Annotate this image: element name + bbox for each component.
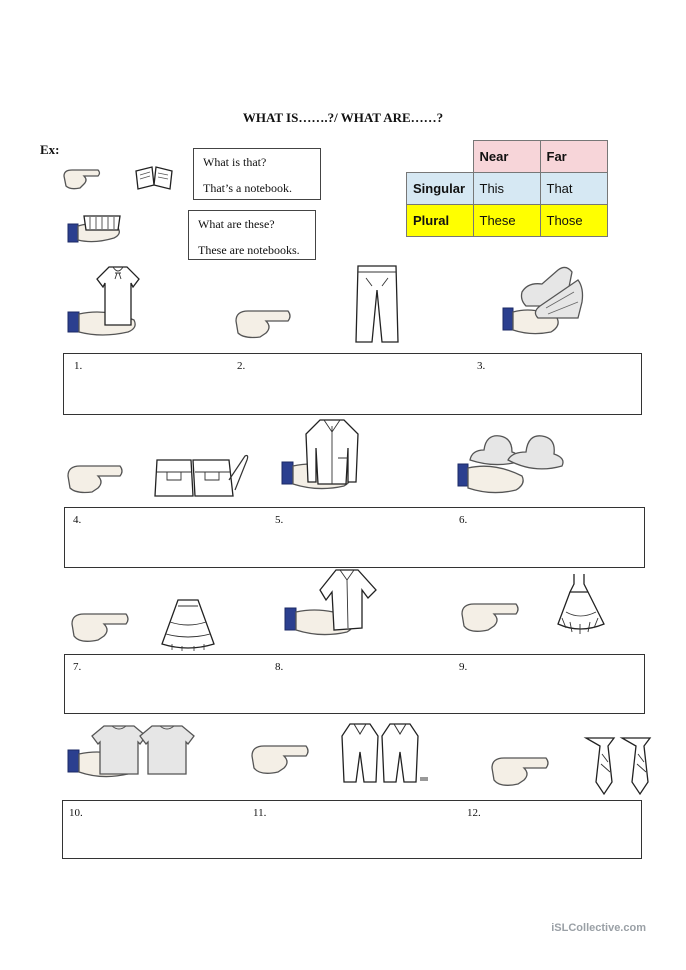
answer-number: 8. — [275, 661, 284, 673]
answer-box-1-3[interactable] — [63, 353, 642, 415]
answer-number: 5. — [275, 514, 284, 526]
example-answer: That’s a notebook. — [203, 181, 292, 195]
cell-these: These — [473, 205, 540, 237]
header-far: Far — [540, 141, 607, 173]
pointing-hand-icon — [250, 740, 312, 780]
ties-icon — [584, 734, 660, 798]
this-that-table — [406, 140, 608, 237]
example-answer: These are notebooks. — [198, 243, 300, 257]
table-corner — [407, 141, 474, 173]
answer-number: 1. — [74, 360, 83, 372]
example-box-singular — [193, 148, 321, 200]
pointing-hand-icon — [460, 598, 522, 638]
pointing-hand-icon — [234, 305, 294, 341]
blouse-icon — [95, 265, 141, 329]
bags-icon — [153, 450, 253, 500]
answer-number: 3. — [477, 360, 486, 372]
answer-box-7-9[interactable] — [64, 654, 645, 714]
pointing-hand-icon — [66, 460, 126, 498]
open-hand-with-notebooks-icon — [68, 212, 128, 248]
jacket-icon — [304, 418, 360, 488]
answer-box-4-6[interactable] — [64, 507, 645, 568]
header-near: Near — [473, 141, 540, 173]
cell-those: Those — [540, 205, 607, 237]
shirt-icon — [318, 568, 378, 636]
answer-number: 4. — [73, 514, 82, 526]
answer-number: 12. — [467, 807, 481, 819]
example-label: Ex: — [40, 142, 60, 157]
answer-number: 7. — [73, 661, 82, 673]
example-question: What is that? — [203, 155, 267, 169]
row-label-plural: Plural — [407, 205, 474, 237]
dress-icon — [556, 572, 606, 642]
shoes-icon — [518, 262, 586, 324]
trousers-icon — [354, 264, 400, 346]
pointing-hand-icon — [62, 166, 102, 192]
watermark-footer: iSLCollective.com — [551, 922, 646, 934]
notebook-icon — [134, 165, 174, 191]
example-box-plural — [188, 210, 316, 260]
row-label-singular: Singular — [407, 173, 474, 205]
example-question: What are these? — [198, 217, 275, 231]
suits-icon — [340, 722, 430, 786]
pointing-hand-icon — [70, 608, 132, 648]
pointing-hand-icon — [490, 752, 552, 792]
cell-this: This — [473, 173, 540, 205]
answer-number: 10. — [69, 807, 83, 819]
answer-number: 11. — [253, 807, 267, 819]
answer-box-10-12[interactable] — [62, 800, 642, 859]
cell-that: That — [540, 173, 607, 205]
worksheet-title: WHAT IS…….?/ WHAT ARE……? — [242, 110, 444, 125]
answer-number: 9. — [459, 661, 468, 673]
t-shirts-icon — [92, 722, 204, 778]
answer-number: 6. — [459, 514, 468, 526]
answer-number: 2. — [237, 360, 246, 372]
hats-icon — [468, 430, 568, 478]
skirt-icon — [160, 596, 216, 652]
